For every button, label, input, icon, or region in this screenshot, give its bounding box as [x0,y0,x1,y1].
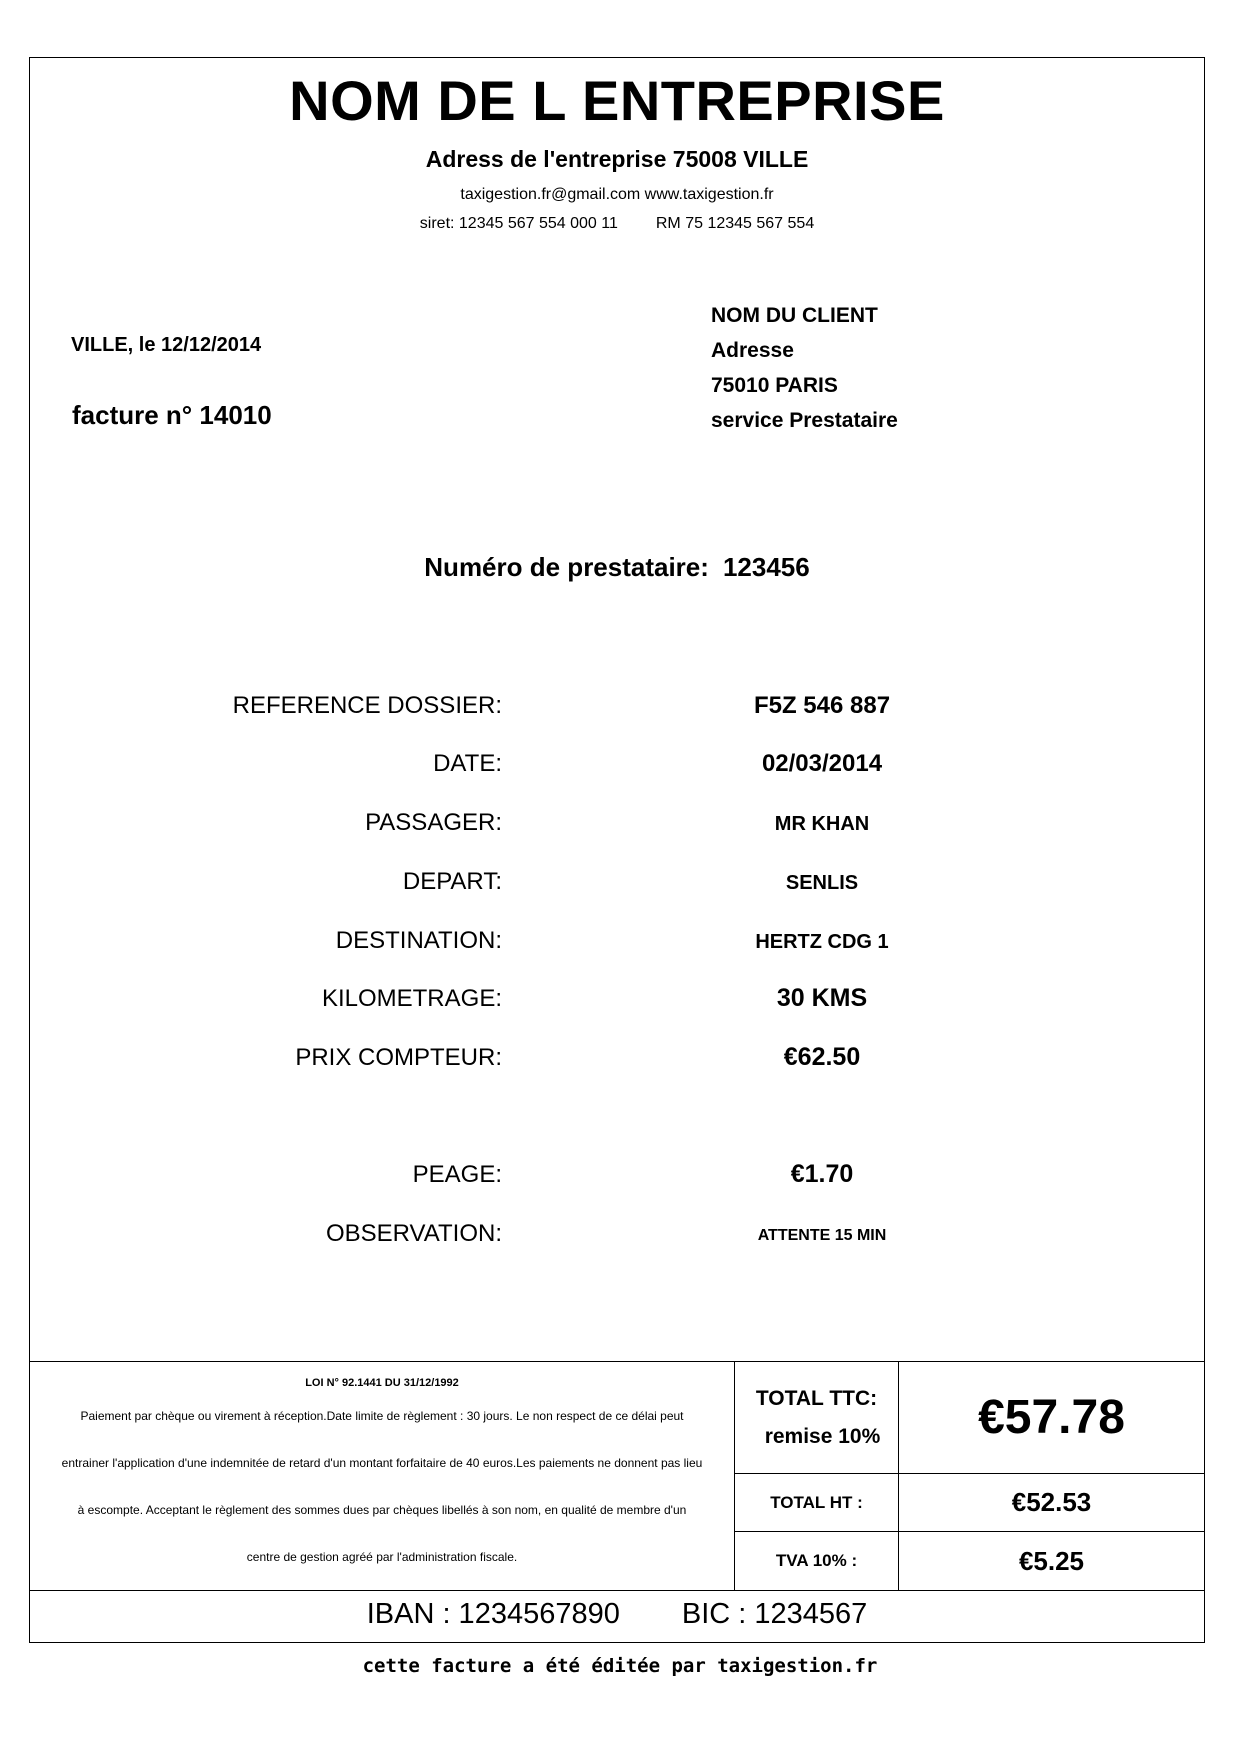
tva-label: TVA 10% : [735,1532,899,1590]
client-block [711,298,898,438]
edited-by-note: cette facture a été éditée par taxigestion.fr [362,1655,878,1677]
totals-table [735,1362,1204,1590]
total-ht-value: €52.53 [1011,1487,1092,1517]
total-ttc-row [735,1362,1204,1474]
total-ttc-discount: remise 10% [764,1424,881,1448]
detail-value-departure: SENLIS [785,872,859,894]
detail-label-date: DATE: [433,750,502,777]
detail-label-departure: DEPART: [402,868,502,895]
invoice-number: facture n° 14010 [72,400,272,430]
detail-value-meter-price: €62.50 [783,1043,861,1071]
detail-value-mileage: 30 KMS [776,984,868,1012]
legal-notice [30,1362,735,1590]
detail-value-reference: F5Z 546 887 [753,692,891,719]
total-ttc-value: €57.78 [978,1391,1125,1444]
invoice-place-date: VILLE, le 12/12/2014 [71,334,262,356]
total-ttc-label-cell [735,1362,899,1473]
detail-value-passenger: MR KHAN [774,813,870,835]
provider-label: Numéro de prestataire: [424,552,709,582]
company-ids [30,215,1204,233]
detail-value-observation: ATTENTE 15 MIN [757,1227,887,1244]
legal-line: Paiement par chèque ou virement à réception.Date limite de règlement : 30 jours. Le non respect de ce délai peut [80,1409,684,1423]
company-rm: RM 75 12345 567 554 [655,215,815,232]
legal-line: à escompte. Acceptant le règlement des sommes dues par chèques libellés à son nom, en qualité de membre d'un [77,1503,687,1517]
provider-value: 123456 [722,552,810,582]
client-name: NOM DU CLIENT [711,304,878,327]
company-contact: taxigestion.fr@gmail.com www.taxigestion.fr [460,186,774,203]
iban: IBAN : 1234567890 [366,1598,620,1630]
detail-label-toll: PEAGE: [412,1161,502,1188]
client-service: service Prestataire [711,409,898,432]
detail-label-reference: REFERENCE DOSSIER: [232,692,502,719]
total-ht-label: TOTAL HT : [735,1474,899,1531]
footer-box [30,1361,1204,1591]
provider-line [30,552,1204,583]
legal-text [30,1393,734,1581]
detail-value-toll: €1.70 [790,1160,854,1188]
legal-title: LOI N° 92.1441 DU 31/12/1992 [305,1377,459,1389]
bank-details [30,1598,1204,1631]
detail-value-destination: HERTZ CDG 1 [755,931,889,953]
company-name: NOM DE L ENTREPRISE [289,69,945,132]
detail-label-passenger: PASSAGER: [365,809,502,836]
legal-line: centre de gestion agréé par l'administration fiscale. [246,1550,518,1564]
tva-row [735,1532,1204,1590]
legal-line: entrainer l'application d'une indemnitée de retard d'un montant forfaitaire de 40 euros.Les paiements ne donnent pas lieu [61,1456,703,1470]
tva-value: €5.25 [1018,1545,1085,1576]
invoice-frame [29,57,1205,1643]
detail-label-meter-price: PRIX COMPTEUR: [295,1044,502,1071]
bic: BIC : 1234567 [681,1598,868,1630]
detail-label-observation: OBSERVATION: [325,1220,502,1247]
company-siret: siret: 12345 567 554 000 11 [419,215,618,232]
company-address: Adress de l'entreprise 75008 VILLE [425,146,809,172]
detail-label-destination: DESTINATION: [335,927,502,954]
detail-label-mileage: KILOMETRAGE: [321,985,502,1012]
total-ttc-label: TOTAL TTC: [755,1386,878,1410]
client-address: Adresse [711,339,794,362]
client-city: 75010 PARIS [711,374,838,397]
total-ht-row [735,1474,1204,1532]
detail-value-date: 02/03/2014 [761,750,883,777]
